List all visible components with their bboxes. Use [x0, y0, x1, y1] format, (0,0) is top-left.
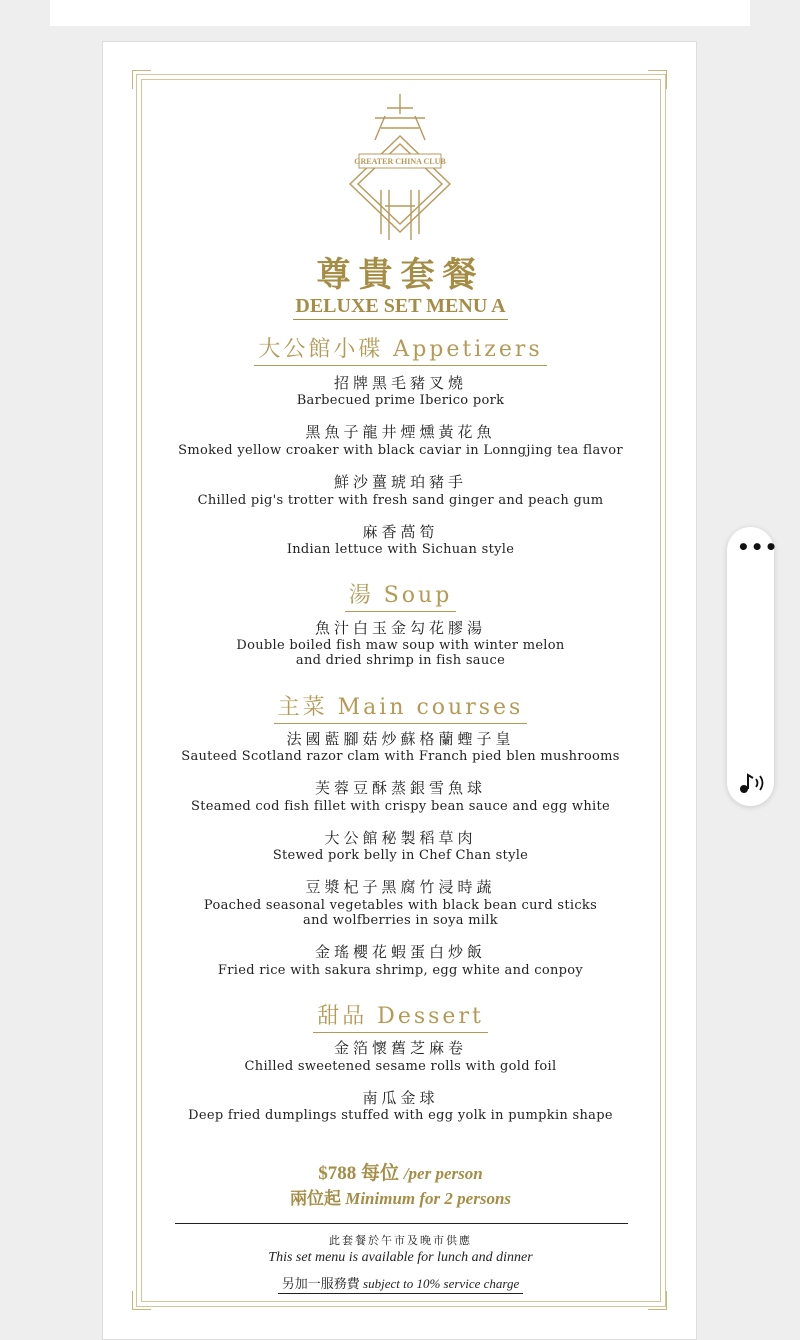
floating-side-panel	[727, 527, 779, 806]
section-heading-dessert	[103, 999, 698, 1030]
minimum-chinese: 兩位起	[289, 1189, 341, 1208]
dish-name-chinese: 黑魚子龍井煙燻黃花魚	[305, 423, 496, 441]
dish-name-chinese: 南瓜金球	[362, 1089, 439, 1107]
price-unit: /per person	[403, 1164, 483, 1183]
divider-line	[175, 1223, 628, 1224]
section-title: 主菜 Main courses	[274, 695, 528, 724]
dish-name-chinese: 大公館秘製稻草肉	[324, 829, 477, 847]
dish-name-english: Steamed cod fish fillet with crispy bean sauce and egg white	[190, 799, 611, 814]
availability-note-english: This set menu is available for lunch and dinner	[268, 1250, 533, 1265]
menu-page	[102, 41, 697, 1340]
dish-name-chinese: 金瑤櫻花蝦蛋白炒飯	[314, 943, 486, 961]
logo-text: GREATER CHINA CLUB	[354, 157, 446, 166]
dish-name-chinese: 魚汁白玉金勾花膠湯	[314, 619, 486, 637]
section-heading-soup	[103, 578, 698, 609]
availability-note-chinese: 此套餐於午市及晚市供應	[329, 1234, 472, 1247]
menu-title-english	[103, 295, 698, 318]
section-title: 甜品 Dessert	[313, 1004, 488, 1033]
section-heading-appetizers	[103, 332, 698, 363]
minimum-persons-line	[103, 1184, 698, 1209]
corner-ornament	[648, 1291, 667, 1310]
dish-name-english: Barbecued prime Iberico pork	[296, 393, 505, 408]
service-charge-english: subject to 10% service charge	[363, 1276, 520, 1291]
dish-name-english: Fried rice with sakura shrimp, egg white and conpoy	[217, 963, 584, 978]
corner-ornament	[648, 70, 667, 89]
dish-name-english: Deep fried dumplings stuffed with egg yolk in pumpkin shape	[188, 1108, 613, 1123]
section-title: 大公館小碟 Appetizers	[254, 337, 546, 366]
dish-name-chinese: 招牌黑毛豬叉燒	[333, 374, 467, 392]
dish-name-chinese: 豆漿杞子黑腐竹浸時蔬	[305, 878, 496, 896]
dish-name-chinese: 金箔懷舊芝麻卷	[333, 1039, 467, 1057]
dish-name-english-line2: and dried shrimp in fish sauce	[295, 653, 506, 668]
menu-title-chinese: 尊貴套餐	[316, 255, 485, 295]
dish-name-english: Smoked yellow croaker with black caviar in Lonngjing tea flavor	[178, 443, 623, 458]
dish-name-chinese: 麻香萵筍	[362, 523, 439, 541]
dish-name-english-line2: and wolfberries in soya milk	[303, 913, 498, 928]
dish-name-english: Poached seasonal vegetables with black bean curd sticks	[203, 898, 598, 913]
minimum-english: Minimum for 2 persons	[345, 1189, 512, 1208]
section-title: 湯 Soup	[345, 583, 457, 612]
corner-ornament	[132, 70, 151, 89]
dish-name-english: Chilled pig's trotter with fresh sand ginger and peach gum	[197, 493, 604, 508]
corner-ornament	[132, 1291, 151, 1310]
read-aloud-icon[interactable]	[735, 769, 767, 797]
dish-name-chinese: 芙蓉豆酥蒸銀雪魚球	[314, 779, 486, 797]
club-logo	[345, 94, 455, 240]
section-heading-main-courses	[103, 690, 698, 721]
dish-name-english: Stewed pork belly in Chef Chan style	[272, 848, 529, 863]
service-charge-note	[103, 1273, 698, 1292]
menu-title-english-text: DELUXE SET MENU A	[293, 295, 507, 320]
dish-name-english: Chilled sweetened sesame rolls with gold foil	[244, 1059, 557, 1074]
price-amount: $788 每位	[318, 1163, 400, 1184]
top-toolbar-strip	[50, 0, 750, 26]
dish-name-english: Indian lettuce with Sichuan style	[286, 542, 515, 557]
dish-name-chinese: 法國藍腳菇炒蘇格蘭蟶子皇	[286, 730, 515, 748]
service-charge-chinese: 另加一服務費	[281, 1276, 360, 1291]
more-options-icon[interactable]: •••	[737, 535, 779, 559]
dish-name-english: Sauteed Scotland razor clam with Franch pied blen mushrooms	[181, 749, 620, 764]
price-line	[103, 1158, 698, 1185]
dish-name-chinese: 鮮沙薑琥珀豬手	[333, 473, 467, 491]
dish-name-english: Double boiled fish maw soup with winter melon	[236, 638, 565, 653]
